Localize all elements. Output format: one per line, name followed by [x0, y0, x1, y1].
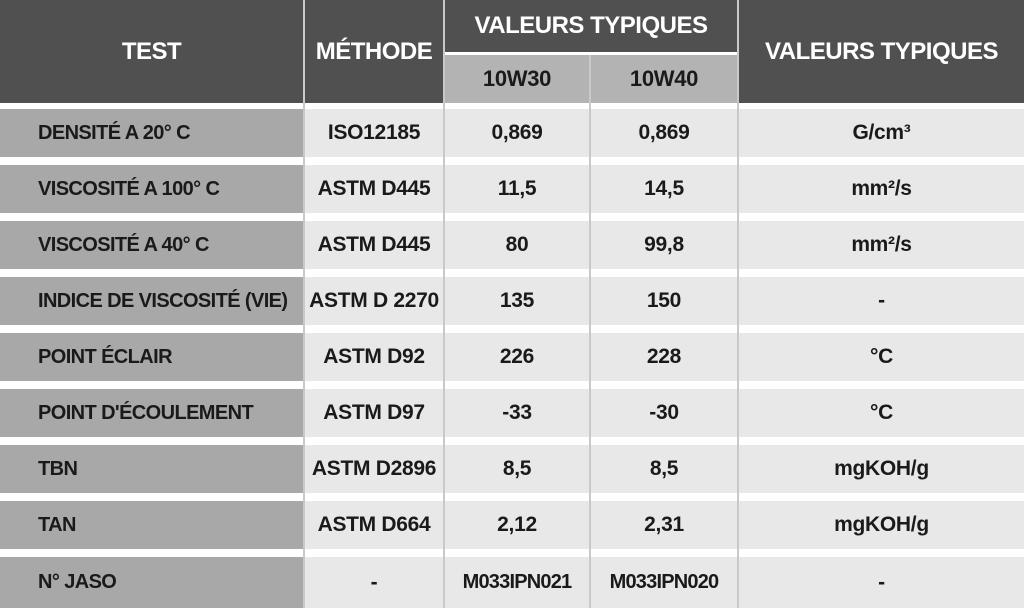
- row-value-10w40: 150: [591, 277, 737, 325]
- row-method: ASTM D2896: [305, 445, 443, 493]
- row-value-10w40: 8,5: [591, 445, 737, 493]
- row-test-label: INDICE DE VISCOSITÉ (VIE): [0, 277, 303, 325]
- row-method: ASTM D92: [305, 333, 443, 381]
- row-test-label: TAN: [0, 501, 303, 549]
- header-grade-10w40: 10W40: [591, 55, 737, 103]
- row-method: -: [305, 557, 443, 608]
- row-value-10w30: 2,12: [445, 501, 589, 549]
- row-unit: °C: [739, 389, 1024, 437]
- row-method: ASTM D 2270: [305, 277, 443, 325]
- row-value-10w40: 99,8: [591, 221, 737, 269]
- header-test: TEST: [0, 0, 303, 103]
- row-value-10w40: 228: [591, 333, 737, 381]
- row-value-10w40: 14,5: [591, 165, 737, 213]
- row-unit: -: [739, 557, 1024, 608]
- row-value-10w30: 8,5: [445, 445, 589, 493]
- row-value-10w40: -30: [591, 389, 737, 437]
- header-unit: VALEURS TYPIQUES: [739, 0, 1024, 103]
- row-method: ASTM D445: [305, 221, 443, 269]
- row-method: ASTM D445: [305, 165, 443, 213]
- row-test-label: VISCOSITÉ A 100° C: [0, 165, 303, 213]
- row-unit: mm²/s: [739, 165, 1024, 213]
- header-grade-10w30: 10W30: [445, 55, 589, 103]
- row-method: ISO12185: [305, 109, 443, 157]
- row-test-label: DENSITÉ A 20° C: [0, 109, 303, 157]
- header-method: MÉTHODE: [305, 0, 443, 103]
- row-unit: mm²/s: [739, 221, 1024, 269]
- row-method: ASTM D664: [305, 501, 443, 549]
- row-method: ASTM D97: [305, 389, 443, 437]
- row-unit: mgKOH/g: [739, 501, 1024, 549]
- row-test-label: VISCOSITÉ A 40° C: [0, 221, 303, 269]
- header-typical-values: VALEURS TYPIQUES: [445, 0, 737, 52]
- row-unit: mgKOH/g: [739, 445, 1024, 493]
- row-test-label: N° JASO: [0, 557, 303, 608]
- row-unit: °C: [739, 333, 1024, 381]
- row-value-10w40: 2,31: [591, 501, 737, 549]
- row-test-label: POINT D'ÉCOULEMENT: [0, 389, 303, 437]
- row-test-label: POINT ÉCLAIR: [0, 333, 303, 381]
- row-value-10w30: 0,869: [445, 109, 589, 157]
- row-value-10w30: 226: [445, 333, 589, 381]
- row-unit: -: [739, 277, 1024, 325]
- row-value-10w30: M033IPN021: [445, 557, 589, 608]
- row-test-label: TBN: [0, 445, 303, 493]
- row-value-10w30: 11,5: [445, 165, 589, 213]
- row-value-10w40: 0,869: [591, 109, 737, 157]
- row-value-10w40: M033IPN020: [591, 557, 737, 608]
- row-value-10w30: 135: [445, 277, 589, 325]
- row-value-10w30: 80: [445, 221, 589, 269]
- row-value-10w30: -33: [445, 389, 589, 437]
- row-unit: G/cm³: [739, 109, 1024, 157]
